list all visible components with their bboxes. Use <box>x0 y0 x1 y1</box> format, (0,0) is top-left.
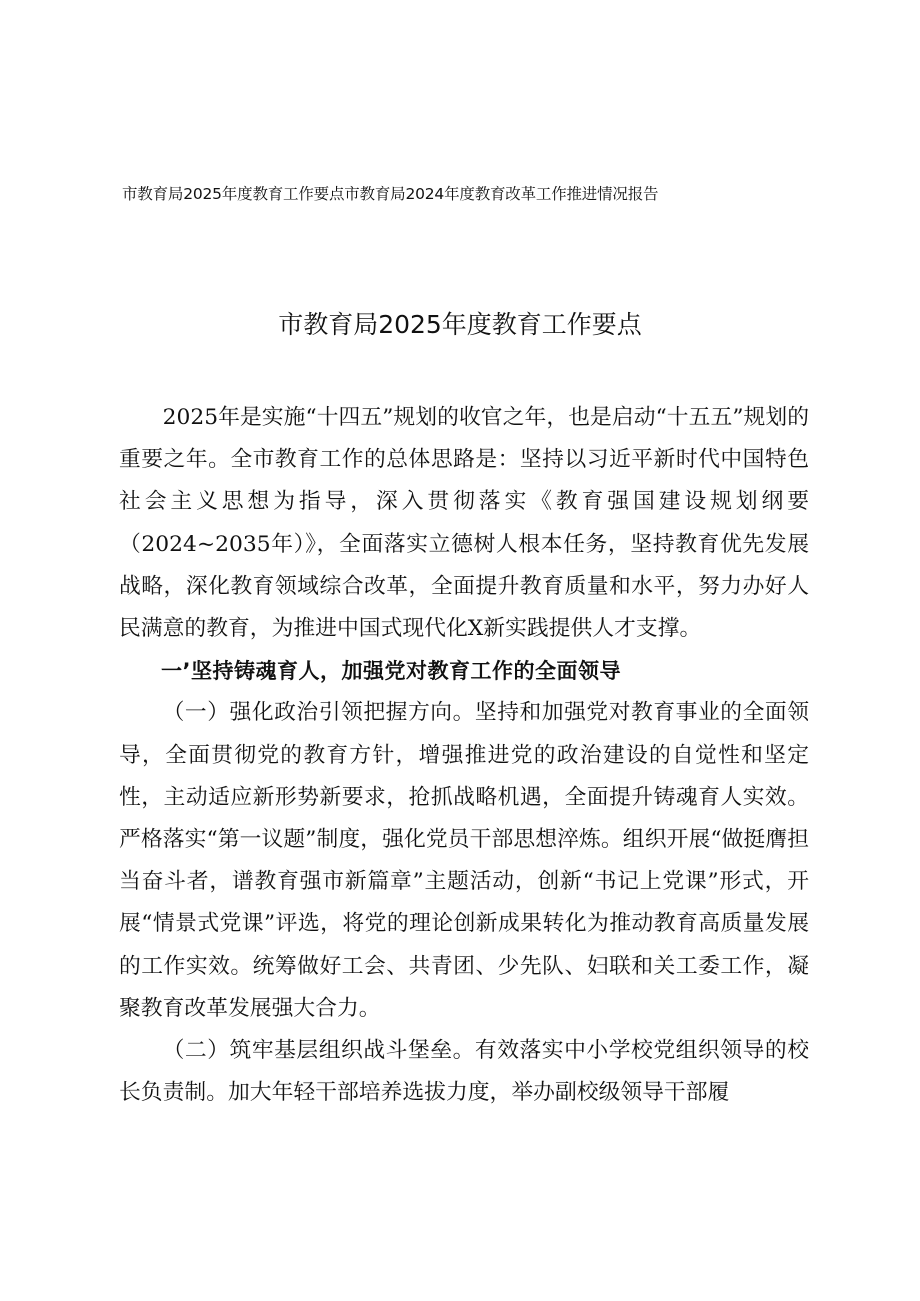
section-item-paragraph: （二）筑牢基层组织战斗堡垒。有效落实中小学校党组织领导的校长负责制。加大年轻干部培养选拔力度，举办副校级领导干部履 <box>119 1038 809 1106</box>
section-item-paragraph: （一）强化政治引领把握方向。坚持和加强党对教育事业的全面领导，全面贯彻党的教育方针，增强推进党的政治建设的自觉性和坚定性，主动适应新形势新要求，抢抓战略机遇，全面提升铸魂育人实效。严格落实“第一议题”制度，强化党员干部思想淬炼。组织开展“做挺膺担当奋斗者，谱教育强市新篇章”主题活动，创新“书记上党课”形式，开展“情景式党课”评选，将党的理论创新成果转化为推动教育高质量发展的工作实效。统筹做好工会、共青团、少先队、妇联和关工委工作，凝聚教育改革发展强大合力。 <box>119 700 809 1021</box>
section-heading: 一’坚持铸魂育人，加强党对教育工作的全面领导 <box>161 659 621 684</box>
document-header-line: 市教育局2025年度教育工作要点市教育局2024年度教育改革工作推进情况报告 <box>122 185 659 203</box>
document-title: 市教育局2025年度教育工作要点 <box>278 310 642 339</box>
document-body <box>119 397 809 1114</box>
intro-paragraph: 2025年是实施“十四五”规划的收官之年，也是启动“十五五”规划的重要之年。全市教育工作的总体思路是：坚持以习近平新时代中国特色社会主义思想为指导，深入贯彻落实《教育强国建设规划纲要（2024~2035年）》，全面落实立德树人根本任务，坚持教育优先发展战略，深化教育领域综合改革，全面提升教育质量和水平，努力办好人民满意的教育，为推进中国式现代化X新实践提供人才支撑。 <box>119 405 809 642</box>
